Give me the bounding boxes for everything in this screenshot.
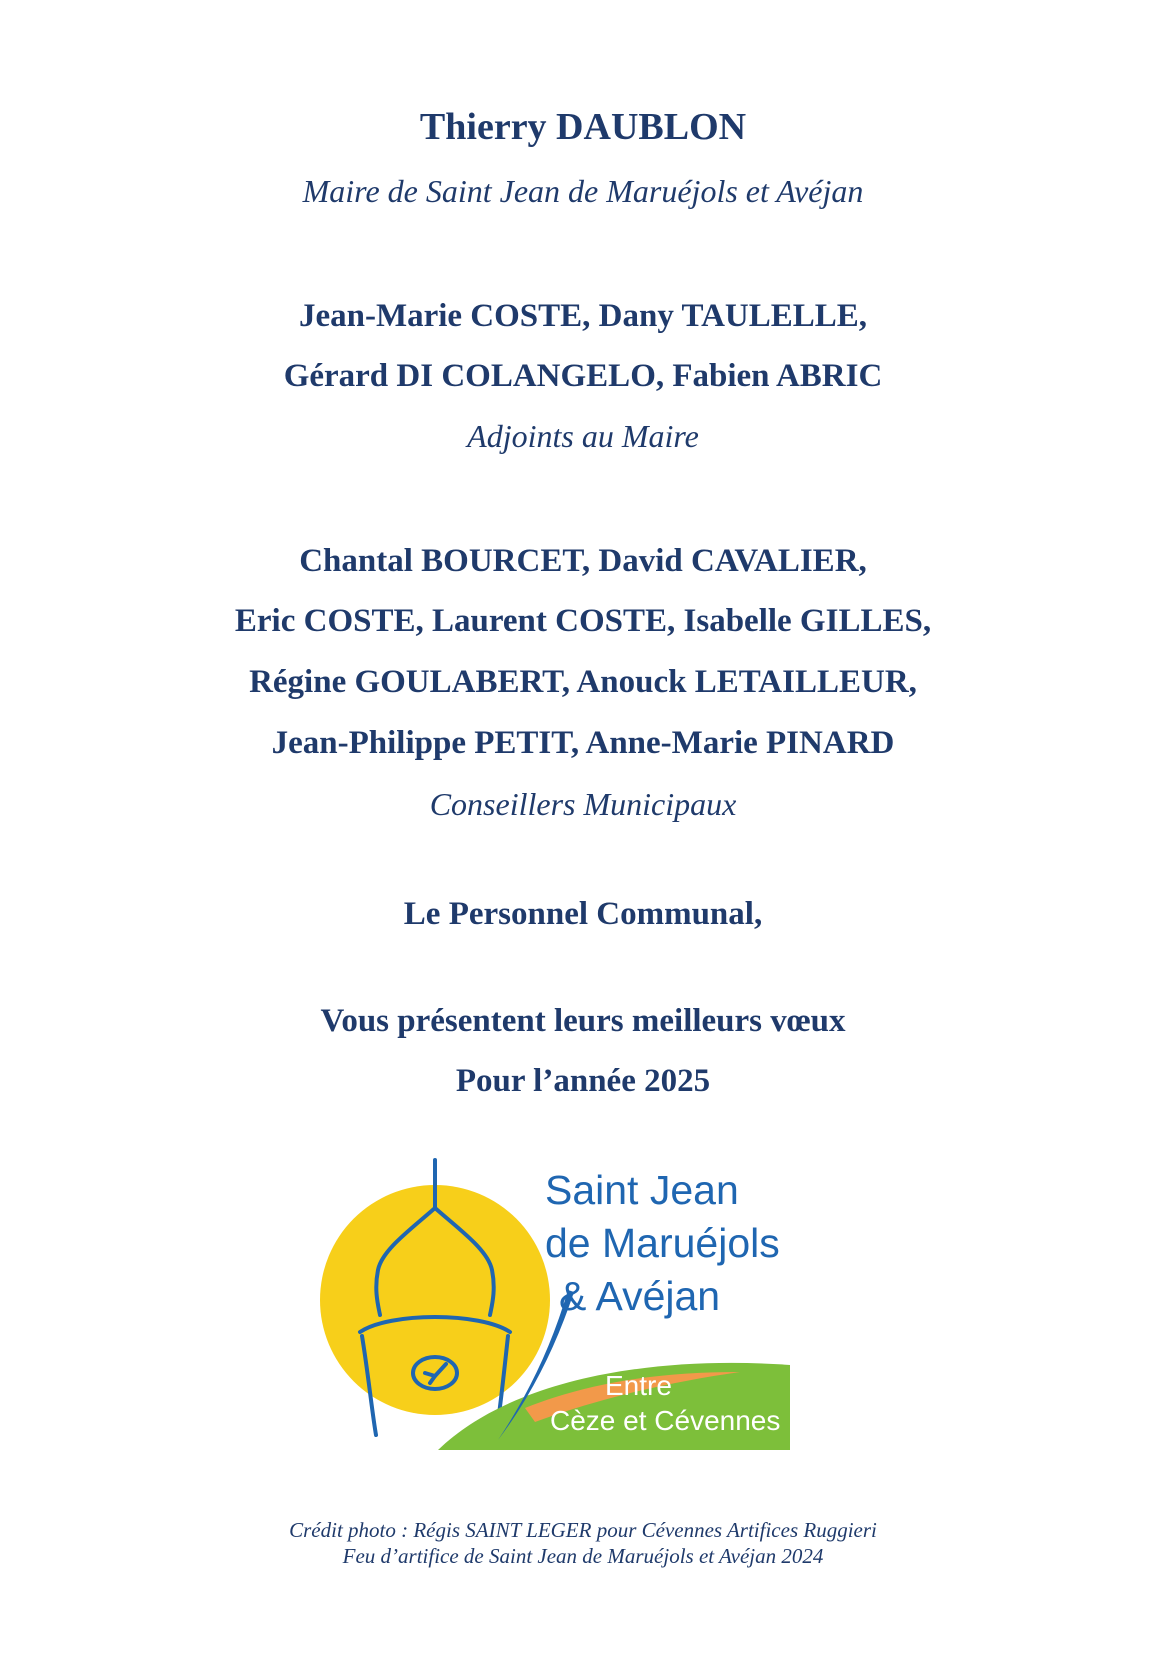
councillors-line-4: Jean-Philippe PETIT, Anne-Marie PINARD [271, 725, 895, 761]
logo-tagline-line-1: Entre [605, 1370, 672, 1401]
staff-line: Le Personnel Communal, [403, 896, 763, 932]
logo-name-line-1: Saint Jean [545, 1167, 739, 1213]
mayor-name: Thierry DAUBLON [419, 106, 747, 148]
logo-name-line-3: & Avéjan [559, 1273, 721, 1319]
logo-tagline-line-2: Cèze et Cévennes [550, 1405, 781, 1436]
town-logo [320, 1150, 840, 1450]
mayor-title: Maire de Saint Jean de Maruéjols et Avéjan [302, 173, 864, 209]
deputies-line-1: Jean-Marie COSTE, Dany TAULELLE, [298, 298, 868, 334]
councillors-title: Conseillers Municipaux [429, 786, 737, 822]
wishes-line-1: Vous présentent leurs meilleurs vœux [320, 1003, 846, 1039]
photo-credit-line-1: Crédit photo : Régis SAINT LEGER pour Cévennes Artifices Ruggieri [289, 1518, 877, 1542]
councillors-line-3: Régine GOULABERT, Anouck LETAILLEUR, [249, 664, 917, 700]
councillors-line-1: Chantal BOURCET, David CAVALIER, [299, 543, 867, 579]
logo-name-line-2: de Maruéjols [545, 1220, 780, 1266]
deputies-title: Adjoints au Maire [467, 418, 699, 454]
wishes-line-2: Pour l’année 2025 [455, 1063, 711, 1099]
photo-credit-line-2: Feu d’artifice de Saint Jean de Maruéjols et Avéjan 2024 [342, 1544, 824, 1568]
councillors-line-2: Eric COSTE, Laurent COSTE, Isabelle GILLES, [234, 603, 932, 639]
sun-shape [320, 1185, 550, 1415]
deputies-line-2: Gérard DI COLANGELO, Fabien ABRIC [283, 358, 883, 394]
